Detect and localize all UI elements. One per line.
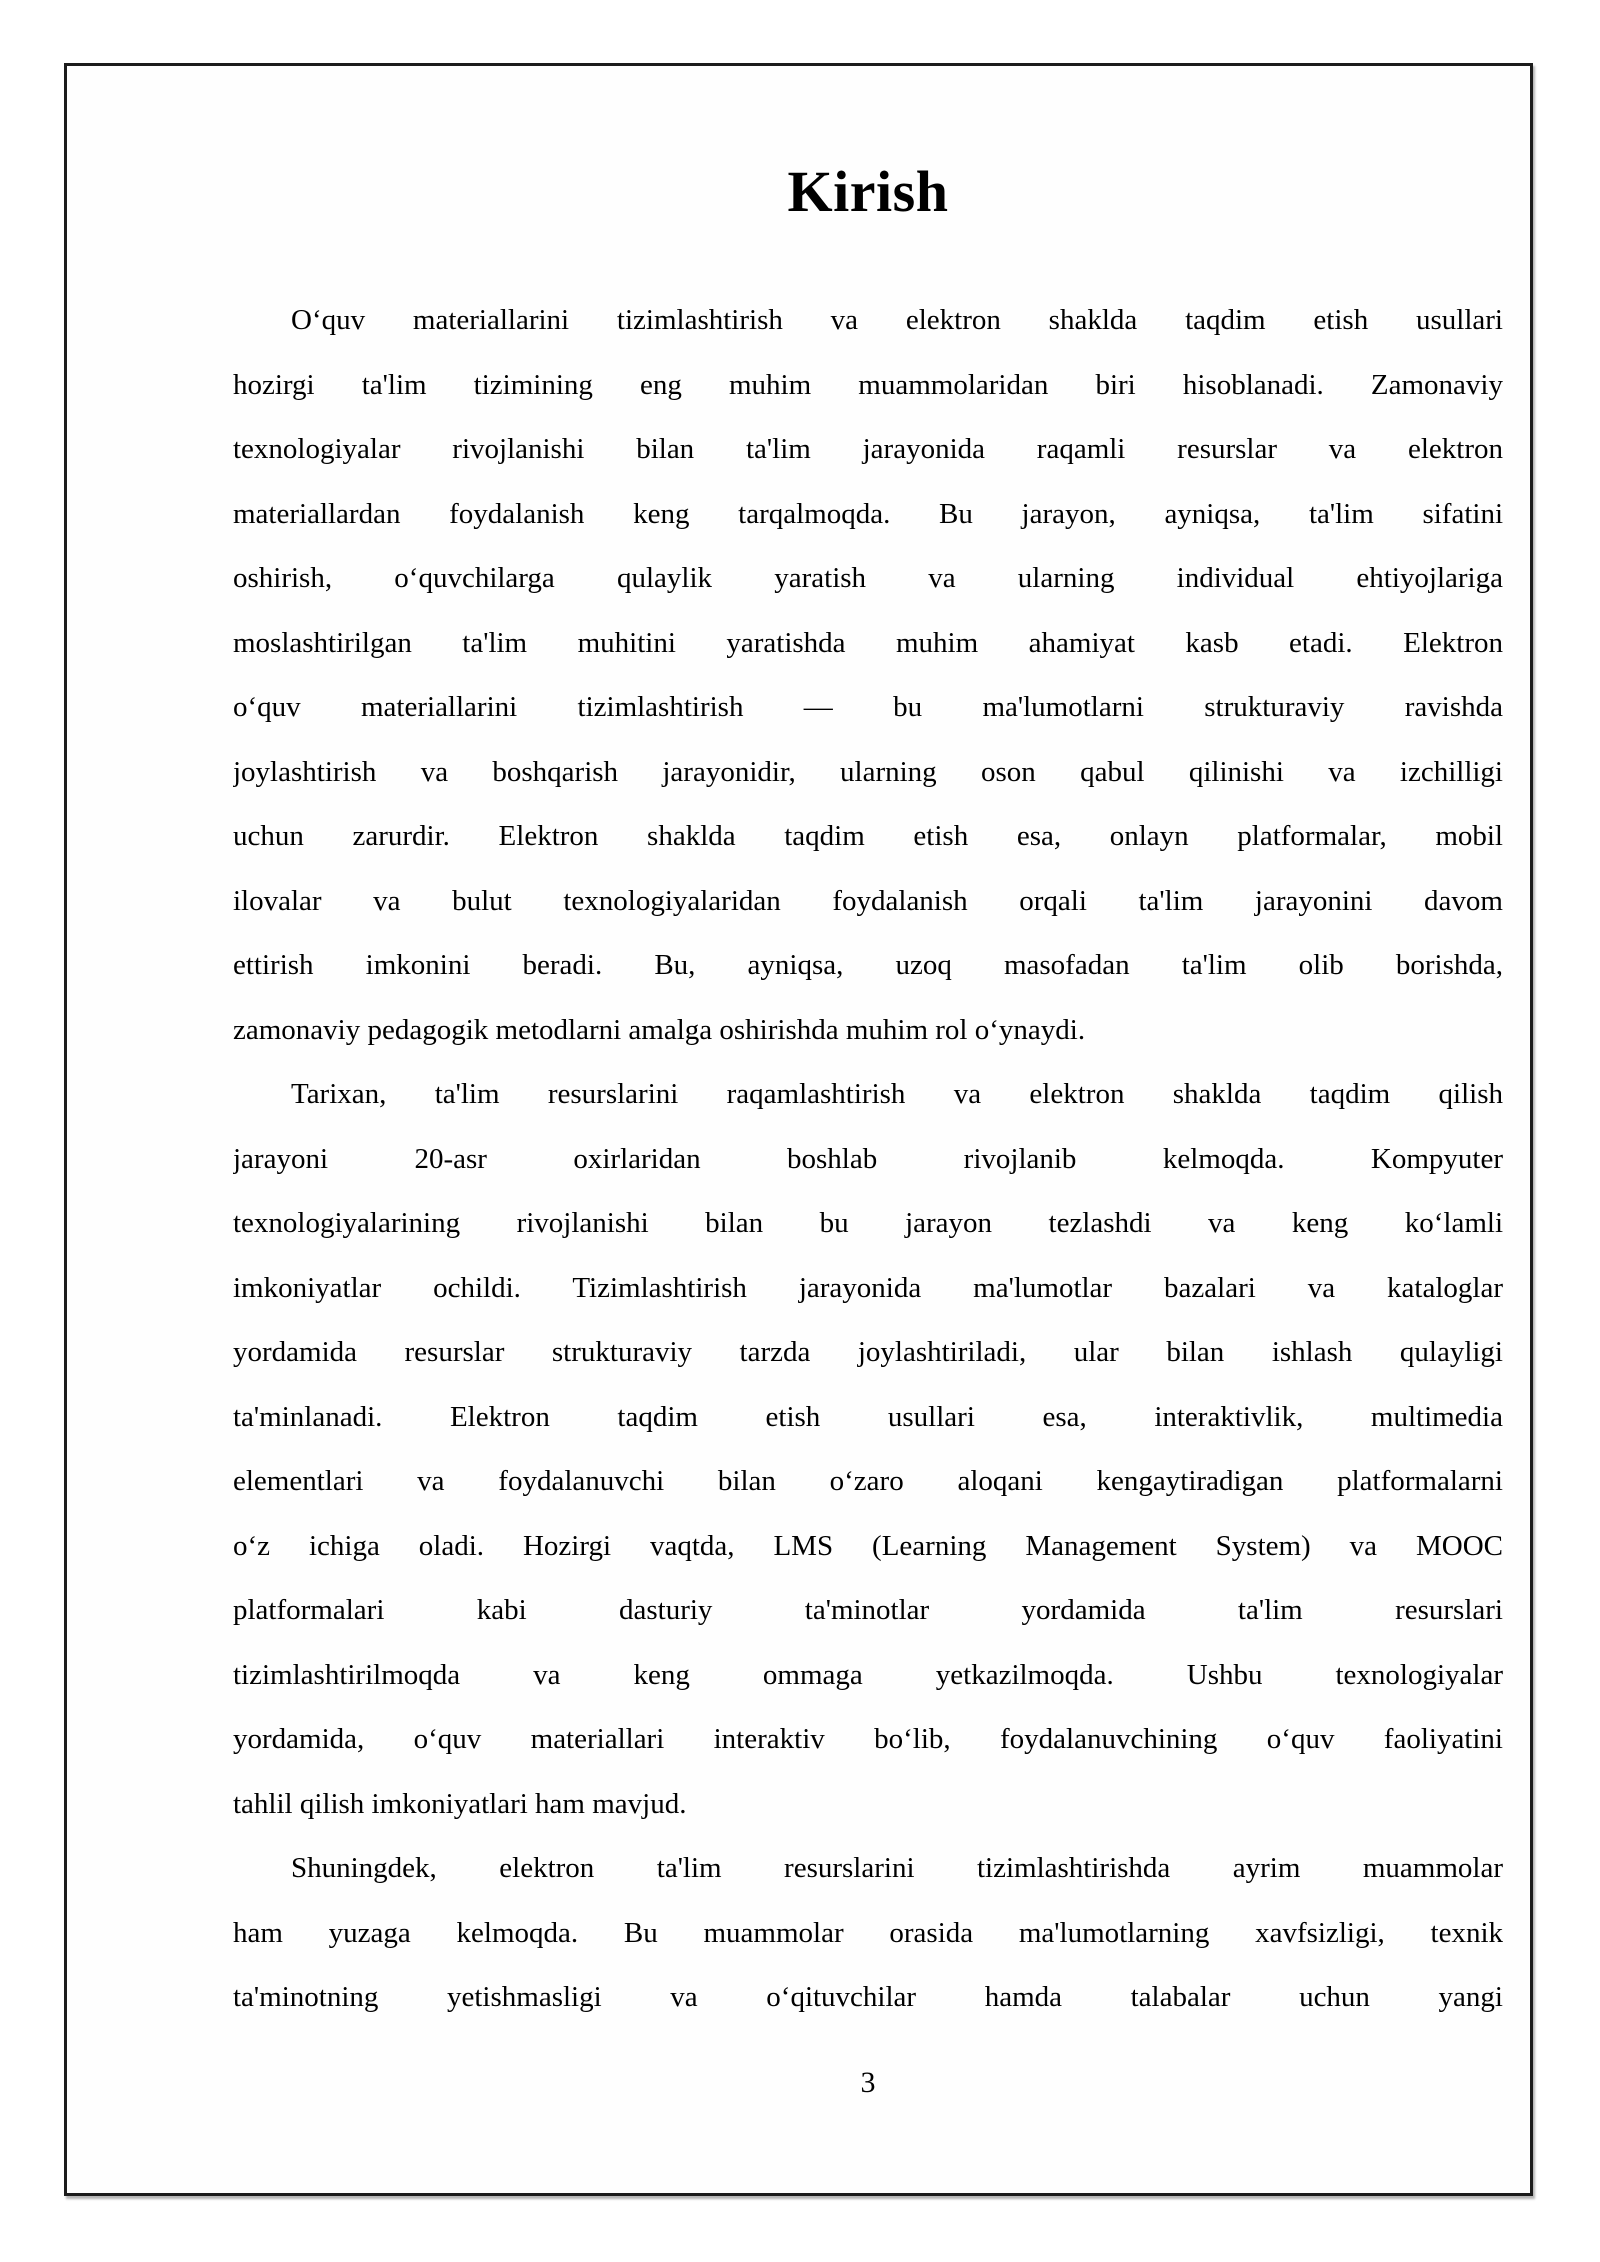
text-line: tahlil qilish imkoniyatlari ham mavjud. [233, 1787, 687, 1820]
text-line: hozirgi ta'lim tizimining eng muhim muammolaridan biri hisoblanadi. Zamonaviy [233, 368, 1503, 401]
text-line: joylashtirish va boshqarish jarayonidir, ularning oson qabul qilinishi va izchilligi [233, 755, 1503, 788]
text-line: yordamida, oʻquv materiallari interaktiv boʻlib, foydalanuvchining oʻquv faoliyatini [233, 1723, 1503, 1755]
text-line: texnologiyalar rivojlanishi bilan ta'lim jarayonida raqamli resurslar va elektron [233, 433, 1503, 465]
text-line: ta'minotning yetishmasligi va oʻqituvchilar hamda talabalar uchun yangi [233, 1981, 1503, 2013]
text-line: Shuningdek, elektron ta'lim resurslarini tizimlashtirishda ayrim muammolar [291, 1852, 1503, 1884]
text-line: ham yuzaga kelmoqda. Bu muammolar orasida ma'lumotlarning xavfsizligi, texnik [233, 1916, 1503, 1949]
text-line: moslashtirilgan ta'lim muhitini yaratishda muhim ahamiyat kasb etadi. Elektron [233, 626, 1503, 659]
text-line: oʻquv materiallarini tizimlashtirish — bu ma'lumotlarni strukturaviy ravishda [233, 691, 1503, 723]
text-line: ilovalar va bulut texnologiyalaridan foydalanish orqali ta'lim jarayonini davom [233, 884, 1503, 917]
text-line: materiallardan foydalanish keng tarqalmoqda. Bu jarayon, ayniqsa, ta'lim sifatini [233, 497, 1503, 530]
text-line: ta'minlanadi. Elektron taqdim etish usullari esa, interaktivlik, multimedia [233, 1400, 1503, 1433]
text-line: yordamida resurslar strukturaviy tarzda joylashtiriladi, ular bilan ishlash qulayligi [233, 1336, 1503, 1368]
text-line: platformalari kabi dasturiy ta'minotlar yordamida ta'lim resurslari [233, 1594, 1503, 1626]
text-line: oshirish, oʻquvchilarga qulaylik yaratish va ularning individual ehtiyojlariga [233, 562, 1503, 594]
text-line: texnologiyalarining rivojlanishi bilan bu jarayon tezlashdi va keng koʻlamli [233, 1207, 1503, 1239]
text-line: Oʻquv materiallarini tizimlashtirish va elektron shaklda taqdim etish usullari [291, 304, 1503, 336]
text-line: jarayoni 20-asr oxirlaridan boshlab rivojlanib kelmoqda. Kompyuter [233, 1142, 1503, 1175]
text-line: ettirish imkonini beradi. Bu, ayniqsa, uzoq masofadan ta'lim olib borishda, [233, 949, 1503, 981]
text-line: oʻz ichiga oladi. Hozirgi vaqtda, LMS (Learning Management System) va MOOC [233, 1529, 1503, 1562]
text-line: tizimlashtirilmoqda va keng ommaga yetkazilmoqda. Ushbu texnologiyalar [233, 1658, 1503, 1691]
page-number: 3 [860, 2066, 876, 2099]
document-body-text [233, 288, 1503, 2030]
text-line: Tarixan, ta'lim resurslarini raqamlashtirish va elektron shaklda taqdim qilish [291, 1078, 1503, 1110]
text-line: elementlari va foydalanuvchi bilan oʻzaro aloqani kengaytiradigan platformalarni [233, 1465, 1503, 1497]
text-line: zamonaviy pedagogik metodlarni amalga oshirishda muhim rol oʻynaydi. [233, 1013, 1086, 1046]
page-title: Kirish [787, 159, 949, 224]
text-line: imkoniyatlar ochildi. Tizimlashtirish jarayonida ma'lumotlar bazalari va kataloglar [233, 1271, 1503, 1304]
page-frame [64, 63, 1533, 2196]
text-line: uchun zarurdir. Elektron shaklda taqdim etish esa, onlayn platformalar, mobil [233, 820, 1503, 852]
